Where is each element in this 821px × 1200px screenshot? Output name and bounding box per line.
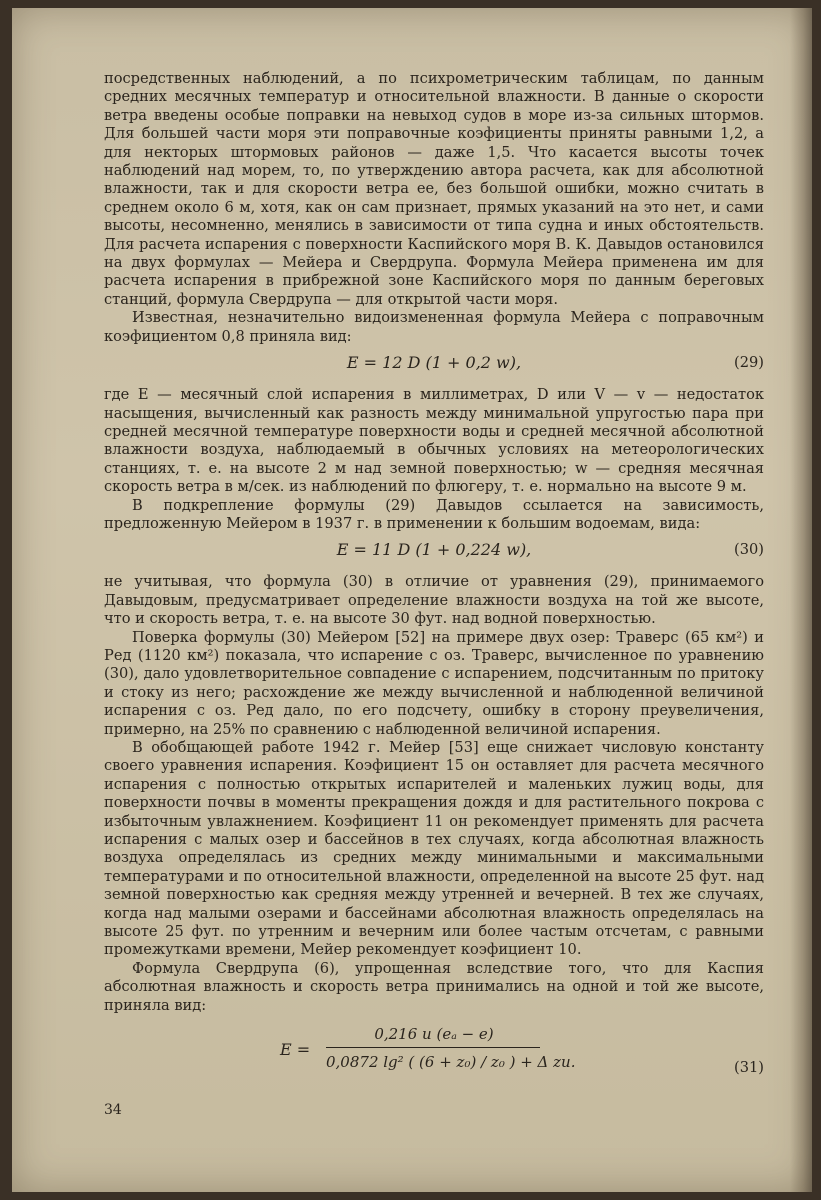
formula-29-number: (29) [734,354,764,372]
formula-31-denominator: 0,0872 lg² ( (6 + z₀) / z₀ ) + Δ zu. [326,1053,576,1072]
book-page [12,8,812,1192]
formula-29-expression: E = 12 D (1 + 0,2 w), [346,353,522,373]
formula-30-number: (30) [734,541,764,559]
formula-31-number: (31) [734,1059,764,1077]
formula-30 [104,541,764,563]
paragraph-1: посредственных наблюдений, а по психрометрическим таблицам, по данным средних месячных температур и относительной влажности. В данные о скорости ветра введены особые поправки на невыход судов в море из-за сильных штормов. Для большей части моря эти поправочные коэфициенты приняты равными 1,2, а для некторых штормовых районов — даже 1,5. Что касается высоты точек наблюдений над морем, то, по утверждению автора расчета, как для абсолютной влажности, так и для скорости ветра ее, без большой ошибки, можно считать в среднем около 6 м, хотя, как он сам признает, прямых указаний на это нет, и сами высоты, несомненно, менялись в зависимости от типа судна и иных обстоятельств. Для расчета испарения с поверхности Каспийского моря В. К. Давыдов остановился на двух формулах — Мейера и Свердрупа. Формула Мейера применена им для расчета испарения в прибрежной зоне Каспийского моря по данным береговых станций, формула Свердрупа — для открытой части моря. [104,70,764,308]
paragraph-5: не учитывая, что формула (30) в отличие от уравнения (29), принимаемого Давыдовым, предусматривает определение влажности воздуха на той же высоте, что и скорость ветра, т. е. на высоте 30 фут. над водной поверхностью. [104,573,764,628]
page-fold-shadow [790,8,812,1192]
paragraph-6: Поверка формулы (30) Мейером [52] на примере двух озер: Траверс (65 км²) и Ред (1120 км²) показала, что испарение с оз. Траверс, вычисленное по уравнению (30), дало удовлетворительное совпадение с испарением, подсчитанным по притоку и стоку из него; расхождение же между вычисленной и наблюденной величиной испарения с оз. Ред дало, по его подсчету, ошибку в сторону преувеличения, примерно, на 25% по сравнению с наблюденной величиной испарения. [104,628,764,738]
formula-29 [104,354,764,376]
formula-31-numerator: 0,216 u (eₐ − e) [374,1025,494,1044]
paragraph-3: где E — месячный слой испарения в миллиметрах, D или V — v — недостаток насыщения, вычисленный как разность между минимальной упругостью пара при средней месячной температуре поверхности воды и средней месячной абсолютной влажности воздуха, наблюдаемый в обычных условиях на метеорологических станциях, т. е. на высоте 2 м над земной поверхностью; w — средняя месячная скорость ветра в м/сек. из наблюдений по флюгеру, т. е. нормально на высоте 9 м. [104,386,764,496]
formula-31 [104,1023,764,1091]
paragraph-4: В подкрепление формулы (29) Давыдов ссылается на зависимость, предложенную Мейером в 1937 г. в применении к большим водоемам, вида: [104,496,764,532]
formula-31-lhs: E = [280,1040,311,1060]
paragraph-8: Формула Свердрупа (6), упрощенная вследствие того, что для Каспия абсолютная влажность и скорость ветра принимались на одной и той же высоте, приняла вид: [104,959,764,1014]
paragraph-7: В обобщающей работе 1942 г. Мейер [53] еще снижает числовую константу своего уравнения испарения. Коэфициент 15 он оставляет для расчета месячного испарения с полностью открытых испарителей и маленьких лужиц воды, для поверхности почвы в моменты прекращения дождя и для растительного покрова с избыточным увлажнением. Коэфициент 11 он рекомендует применять для расчета испарения с малых озер и бассейнов в тех случаях, когда абсолютная влажность воздуха определялась из средних между минимальными и максимальными температурами и по относительной влажности, определенной на высоте 25 фут. над земной поверхностью как средняя между утренней и вечерней. В тех же случаях, когда над малыми озерами и бассейнами абсолютная влажность определялась на высоте 25 фут. по утренним и вечерним или более частым отсчетам, с равными промежутками времени, Мейер рекомендует коэфициент 10. [104,739,764,959]
formula-30-expression: E = 11 D (1 + 0,224 w), [336,540,532,560]
paragraph-2: Известная, незначительно видоизмененная формула Мейера с поправочным коэфициентом 0,8 приняла вид: [104,309,764,345]
page-number: 34 [104,1102,122,1118]
page-text [104,70,764,1091]
formula-31-fraction-bar [326,1047,540,1048]
